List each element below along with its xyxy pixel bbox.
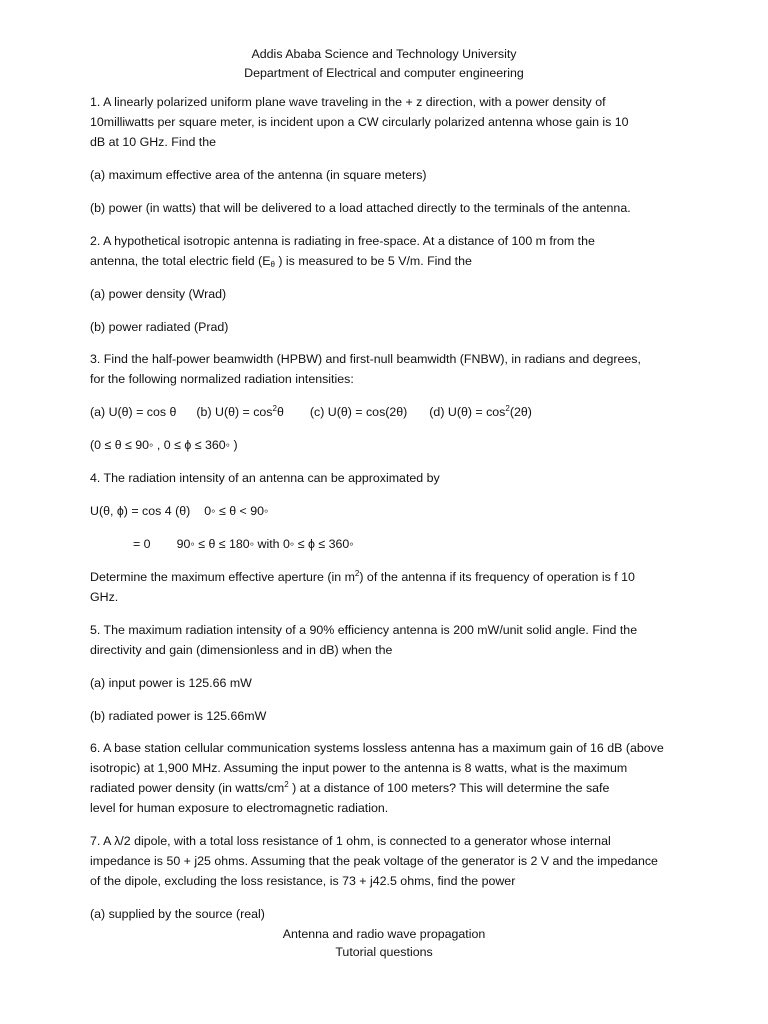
- q4-equation-1: U(θ, ϕ) = cos 4 (θ) 0◦ ≤ θ < 90◦: [90, 504, 269, 518]
- course-title: Antenna and radio wave propagation: [282, 927, 486, 941]
- q4-line-3: GHz.: [90, 590, 119, 604]
- q5-line-2: directivity and gain (dimensionless and in dB) when the: [90, 643, 393, 657]
- q2-line-2: antenna, the total electric field ($E_\theta$ ) is measured to be 5 V/m. Find the: [90, 254, 472, 269]
- q1-line-2: 10milliwatts per square meter, is incident upon a CW circularly polarized antenna whose gain is 10: [90, 115, 629, 129]
- q6-line-3: radiated power density (in watts/$cm^2$ ) at a distance of 100 meters? This will determine the safe: [90, 780, 610, 795]
- q6-line-2: isotropic) at 1,900 MHz. Assuming the input power to the antenna is 8 watts, what is the maximum: [90, 761, 628, 775]
- q3-option-b: (b) $U(\theta) = \cos^2\theta$: [196, 404, 284, 419]
- tutorial-subtitle: Tutorial questions: [335, 945, 433, 959]
- q7-part-a: (a) supplied by the source (real): [90, 907, 265, 921]
- university-name: Addis Ababa Science and Technology University: [251, 47, 517, 61]
- q1-line-3: dB at 10 GHz. Find the: [90, 135, 217, 149]
- q3-option-d: (d) $U(\theta) = \cos^2(2\theta)$: [429, 404, 532, 419]
- q3-option-a: (a) U(θ) = cos θ: [90, 405, 177, 419]
- q6-line-4: level for human exposure to electromagnetic radiation.: [90, 801, 389, 815]
- q1-part-a: (a) maximum effective area of the antenna (in square meters): [90, 168, 427, 182]
- q7-line-3: of the dipole, excluding the loss resistance, is 73 + j42.5 ohms, find the power: [90, 874, 516, 888]
- q2-part-a: (a) power density (Wrad): [90, 287, 227, 301]
- q5-part-b: (b) radiated power is 125.66mW: [90, 709, 267, 723]
- q4-line-2: Determine the maximum effective aperture (in $m^2$) of the antenna if its frequency of operation is f 10: [90, 569, 635, 584]
- q7-line-1: 7. A λ/2 dipole, with a total loss resistance of 1 ohm, is connected to a generator whose internal: [90, 834, 611, 848]
- q2-theta-subscript: θ: [270, 260, 275, 269]
- q1-line-1: 1. A linearly polarized uniform plane wave traveling in the + z direction, with a power density of: [90, 95, 606, 109]
- q7-line-2: impedance is 50 + j25 ohms. Assuming that the peak voltage of the generator is 2 V and the impedance: [90, 854, 658, 868]
- q2-line-1: 2. A hypothetical isotropic antenna is radiating in free-space. At a distance of 100 m from the: [90, 234, 595, 248]
- q3-line-2: for the following normalized radiation intensities:: [90, 372, 354, 386]
- q5-line-1: 5. The maximum radiation intensity of a 90% efficiency antenna is 200 mW/unit solid angle. Find the: [90, 623, 638, 637]
- q4-equation-2: = 0 90◦ ≤ θ ≤ 180◦ with 0◦ ≤ ϕ ≤ 360◦: [133, 537, 354, 551]
- department-name: Department of Electrical and computer engineering: [244, 66, 524, 80]
- q6-line-1: 6. A base station cellular communication systems lossless antenna has a maximum gain of 16 dB (above: [90, 741, 664, 755]
- q2-part-b: (b) power radiated (Prad): [90, 320, 229, 334]
- q4-line-1: 4. The radiation intensity of an antenna can be approximated by: [90, 471, 440, 485]
- q1-part-b: (b) power (in watts) that will be delivered to a load attached directly to the terminals of the antenna.: [90, 201, 631, 215]
- q3-range: (0 ≤ θ ≤ 90◦ , 0 ≤ ϕ ≤ 360◦ ): [90, 438, 238, 452]
- q3-line-1: 3. Find the half-power beamwidth (HPBW) and first-null beamwidth (FNBW), in radians and degrees,: [90, 352, 641, 366]
- q5-part-a: (a) input power is 125.66 mW: [90, 676, 252, 690]
- q3-option-c: (c) U(θ) = cos(2θ): [309, 405, 408, 419]
- q3-options: [90, 404, 690, 420]
